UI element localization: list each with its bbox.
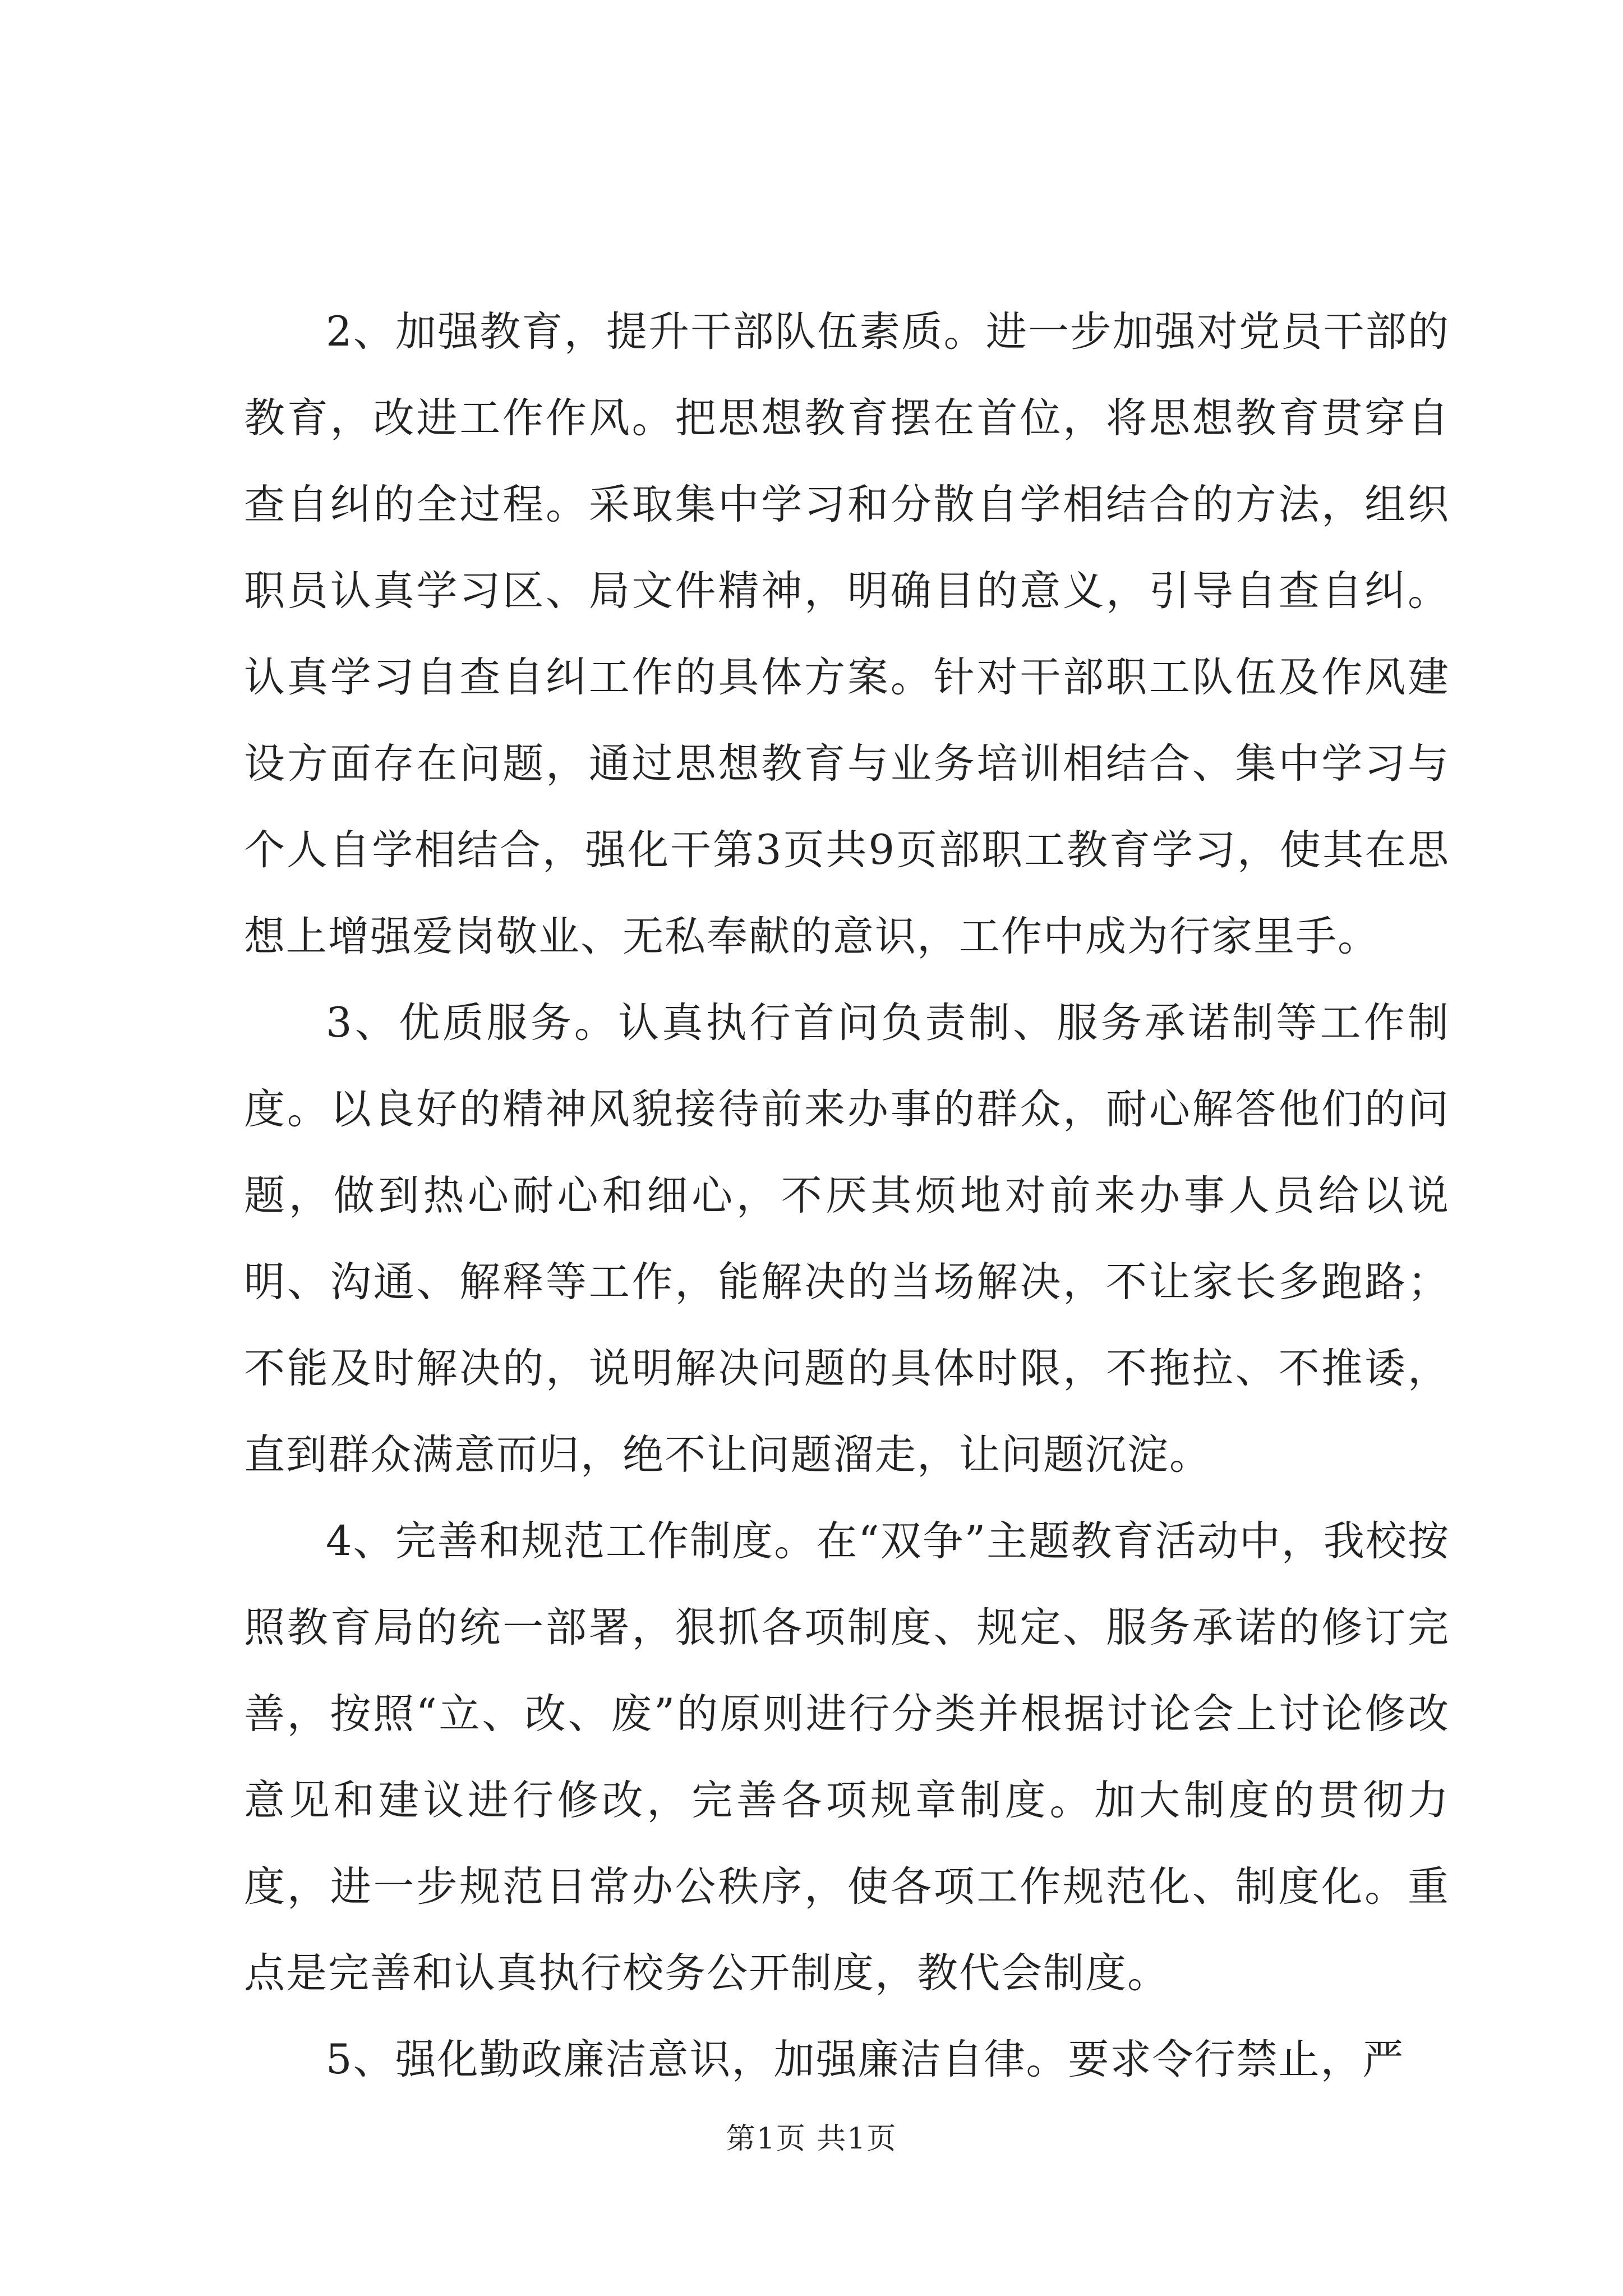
document-body: [244, 289, 1450, 2103]
paragraph-education: 2、加强教育，提升干部队伍素质。进一步加强对党员干部的教育，改进工作作风。把思想教育摆在首位，将思想教育贯穿自查自纠的全过程。采取集中学习和分散自学相结合的方法，组织职员认真学习区、局文件精神，明确目的意义，引导自查自纠。认真学习自查自纠工作的具体方案。针对干部职工队伍及作风建设方面存在问题，通过思想教育与业务培训相结合、集中学习与个人自学相结合，强化干第3页共9页部职工教育学习，使其在思想上增强爱岗敬业、无私奉献的意识，工作中成为行家里手。: [244, 308, 1450, 960]
paragraph-service: 3、优质服务。认真执行首问负责制、服务承诺制等工作制度。以良好的精神风貌接待前来办事的群众，耐心解答他们的问题，做到热心耐心和细心，不厌其烦地对前来办事人员给以说明、沟通、解释等工作，能解决的当场解决，不让家长多跑路；不能及时解决的，说明解决问题的具体时限，不拖拉、不推诿，直到群众满意而归，绝不让问题溜走，让问题沉淀。: [244, 999, 1450, 1479]
page-footer: 第1页 共1页: [726, 2122, 897, 2156]
paragraph-integrity: 5、强化勤政廉洁意识，加强廉洁自律。要求令行禁止，严: [326, 2036, 1405, 2083]
paragraph-regulations: 4、完善和规范工作制度。在“双争”主题教育活动中，我校按照教育局的统一部署，狠抓各项制度、规定、服务承诺的修订完善，按照“立、改、废”的原则进行分类并根据讨论会上讨论修改意见和建议进行修改，完善各项规章制度。加大制度的贯彻力度，进一步规范日常办公秩序，使各项工作规范化、制度化。重点是完善和认真执行校务公开制度，教代会制度。: [244, 1517, 1450, 1997]
